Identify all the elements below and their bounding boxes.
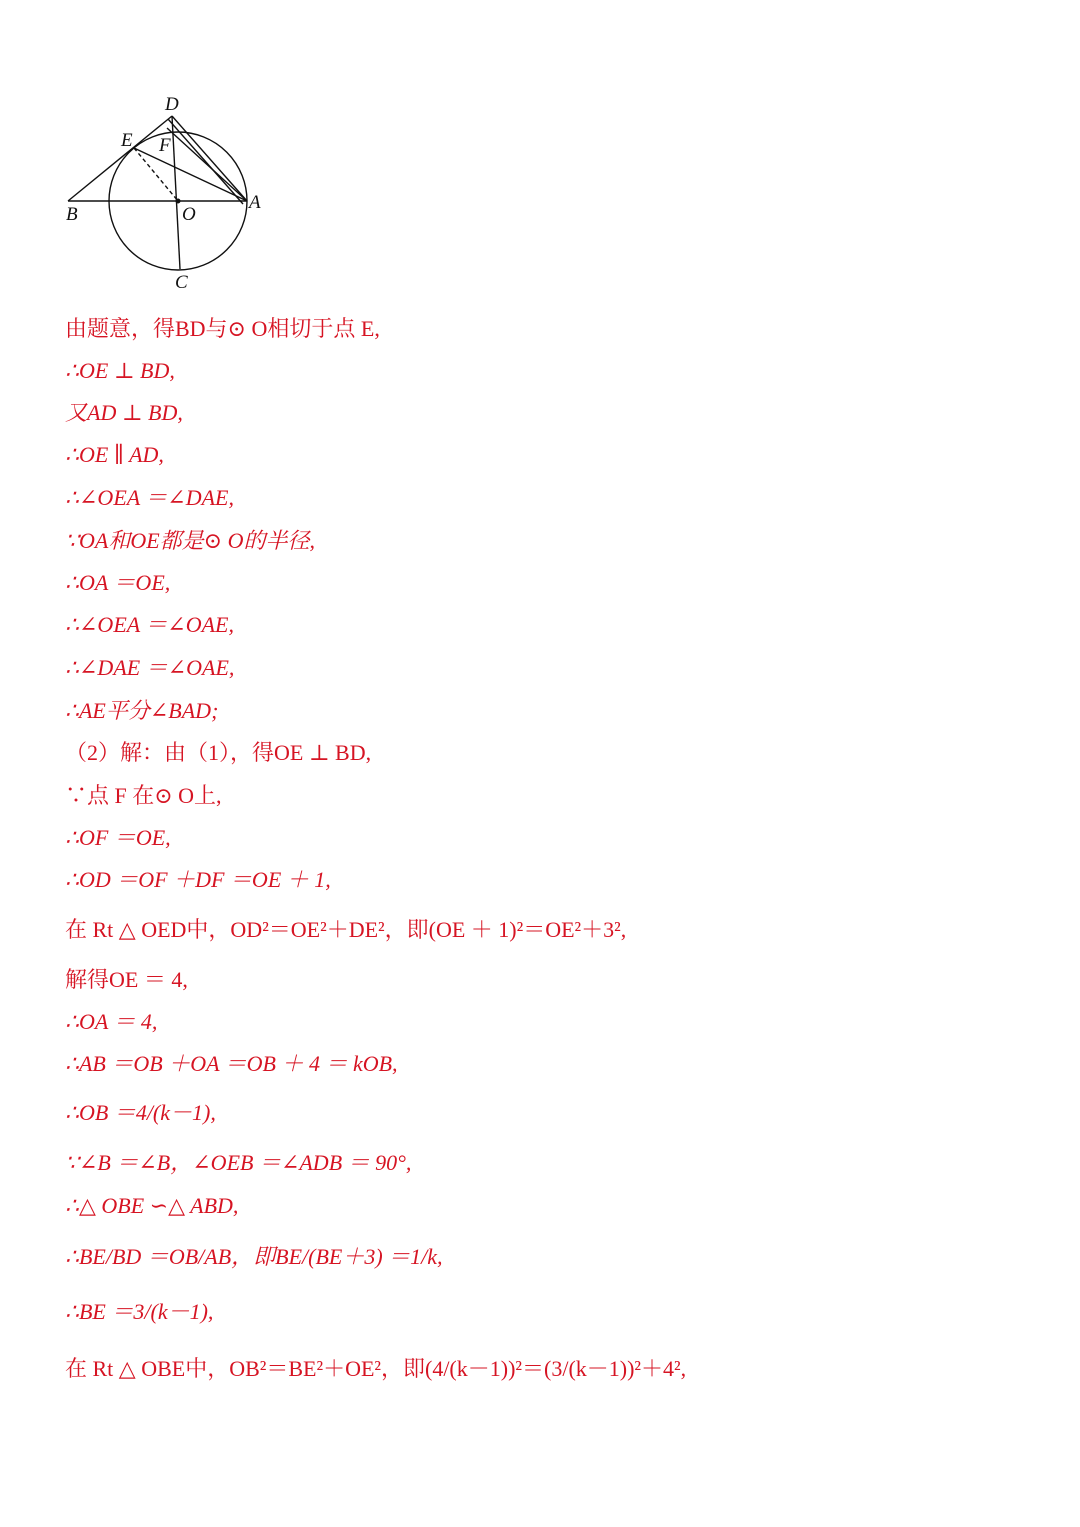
label-b: B (66, 204, 78, 225)
solution-line: ∴OE ∥ AD, (65, 442, 164, 467)
solution-line: ∴OF ＝OE, (65, 825, 171, 850)
label-d: D (165, 94, 179, 115)
solution-line: ∴BE/BD ＝OB/AB，即BE/(BE＋3) ＝1/k, (65, 1244, 443, 1269)
geometry-figure (55, 88, 275, 298)
solution-line: ∵OA和OE都是⊙ O的半径, (65, 528, 315, 553)
solution-line: ∴AE平分∠BAD; (65, 698, 219, 723)
solution-line: （2）解：由（1），得OE ⊥ BD, (65, 740, 372, 765)
solution-line: ∴OA ＝ 4, (65, 1009, 158, 1034)
label-e: E (121, 130, 133, 151)
label-a: A (249, 192, 261, 213)
label-f: F (159, 135, 171, 156)
solution-line: 由题意，得BD与⊙ O相切于点 E, (65, 316, 380, 341)
solution-line: 在 Rt △ OED中，OD²＝OE²＋DE²，即(OE ＋ 1)²＝OE²＋3², (65, 917, 627, 942)
segment-df (168, 119, 243, 204)
center-point (176, 199, 181, 204)
solution-line: 在 Rt △ OBE中，OB²＝BE²＋OE²，即(4/(k－1))²＝(3/(k－1))²＋4², (65, 1356, 687, 1381)
solution-line: ∵∠B ＝∠B，∠OEB ＝∠ADB ＝ 90°, (65, 1150, 412, 1175)
segment-da (172, 116, 247, 201)
solution-line: ∴OA ＝OE, (65, 570, 171, 595)
label-c: C (175, 272, 188, 293)
label-o: O (182, 204, 196, 225)
solution-line: ∵点 F 在⊙ O上, (65, 783, 222, 808)
solution-line: ∴AB ＝OB ＋OA ＝OB ＋ 4 ＝ kOB, (65, 1051, 398, 1076)
solution-line: ∴∠OEA ＝∠DAE, (65, 485, 234, 510)
solution-line: ∴OB ＝4/(k－1), (65, 1100, 216, 1125)
segment-eo (134, 148, 178, 201)
solution-line: ∴∠OEA ＝∠OAE, (65, 612, 234, 637)
solution-line: 解得OE ＝ 4, (65, 967, 188, 992)
solution-line: ∴BE ＝3/(k－1), (65, 1299, 214, 1324)
solution-line: ∴OD ＝OF ＋DF ＝OE ＋ 1, (65, 867, 331, 892)
solution-line: ∴OE ⊥ BD, (65, 358, 175, 383)
solution-line: 又AD ⊥ BD, (65, 400, 183, 425)
solution-line: ∴△ OBE ∽△ ABD, (65, 1193, 239, 1218)
solution-line: ∴∠DAE ＝∠OAE, (65, 655, 235, 680)
